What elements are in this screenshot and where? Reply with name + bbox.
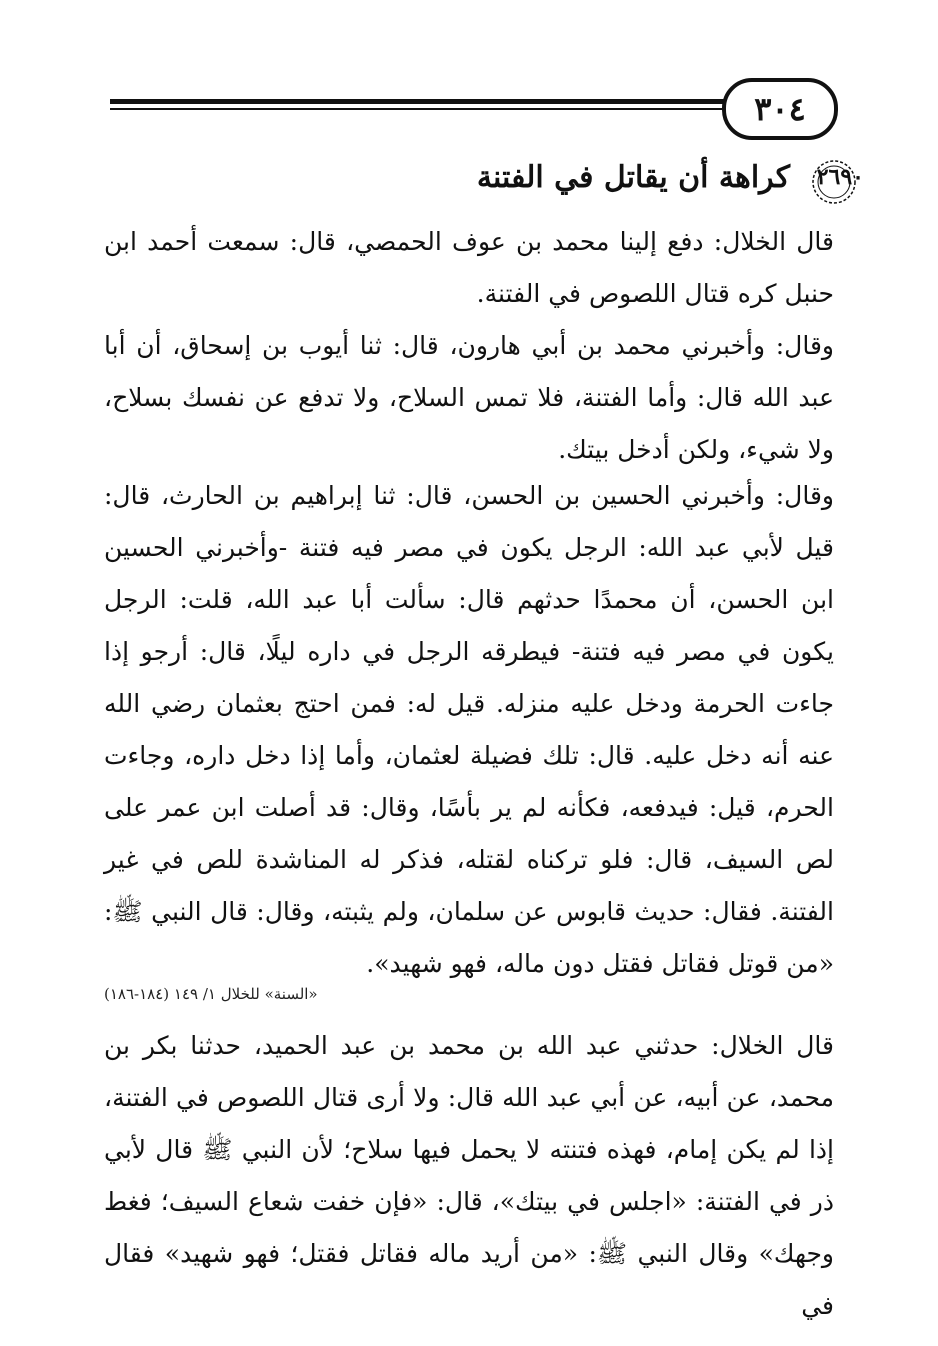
section-title: كراهة أن يقاتل في الفتنة [476,160,790,195]
section-heading [330,160,870,204]
header-rule-thin [110,108,730,110]
header-rule-thick [110,99,730,104]
page-number: ٣٠٤ [722,78,838,140]
paragraph-3: وقال: وأخبرني الحسين بن الحسن، قال: ثنا إبراهيم بن الحارث، قال: قيل لأبي عبد الله: الرجل يكون في مصر فيه فتنة -وأخبرني الحسين ابن الحسن، أن محمدًا حدثهم قال: سألت أبا عبد الله، قلت: الرجل يكون في مصر فيه فتنة- فيطرقه الرجل في داره ليلًا، قال: أرجو إذا جاءت الحرمة ودخل عليه منزله. قيل له: فمن احتج بعثمان رضي الله عنه أنه دخل عليه. قال: تلك فضيلة لعثمان، وأما إذا دخل داره، وجاءت الحرم، قيل: فيدفعه، فكأنه لم ير بأسًا، وقال: قد أصلت ابن عمر على لص السيف، قال: فلو تركناه لقتله، فذكر له المناشدة للص في غير الفتنة. فقال: حديث قابوس عن سلمان، ولم يثبته، وقال: قال النبي ﷺ: «من قوتل فقاتل فقتل دون ماله، فهو شهيد». [104,481,834,978]
source-note: «السنة» للخلال ١/ ١٤٩ (١٨٤-١٨٦) [104,985,318,1003]
page-header [110,78,850,138]
paragraph-1: قال الخلال: دفع إلينا محمد بن عوف الحمصي، قال: سمعت أحمد ابن حنبل كره قتال اللصوص في الفتنة. [104,227,834,308]
paragraph-4: قال الخلال: حدثني عبد الله بن محمد بن عبد الحميد، حدثنا بكر بن محمد، عن أبيه، عن أبي عبد الله قال: ولا أرى قتال اللصوص في الفتنة، إذا لم يكن إمام، فهذه فتنته لا يحمل فيها سلاح؛ لأن النبي ﷺ قال لأبي ذر في الفتنة: «اجلس في بيتك»، قال: «فإن خفت شعاع السيف؛ فغط وجهك» وقال النبي ﷺ: «من أريد ماله فقاتل فقتل؛ فهو شهيد» فقال في [104,1031,834,1320]
section-number-badge [798,158,870,206]
paragraph-2: وقال: وأخبرني محمد بن أبي هارون، قال: ثنا أيوب بن إسحاق، أن أبا عبد الله قال: وأما الفتنة، فلا تمس السلاح، ولا تدفع عن نفسك بسلاح، ولا شيء، ولكن أدخل بيتك. [104,331,834,464]
section-number: ٢٦٩٠ [816,164,864,190]
